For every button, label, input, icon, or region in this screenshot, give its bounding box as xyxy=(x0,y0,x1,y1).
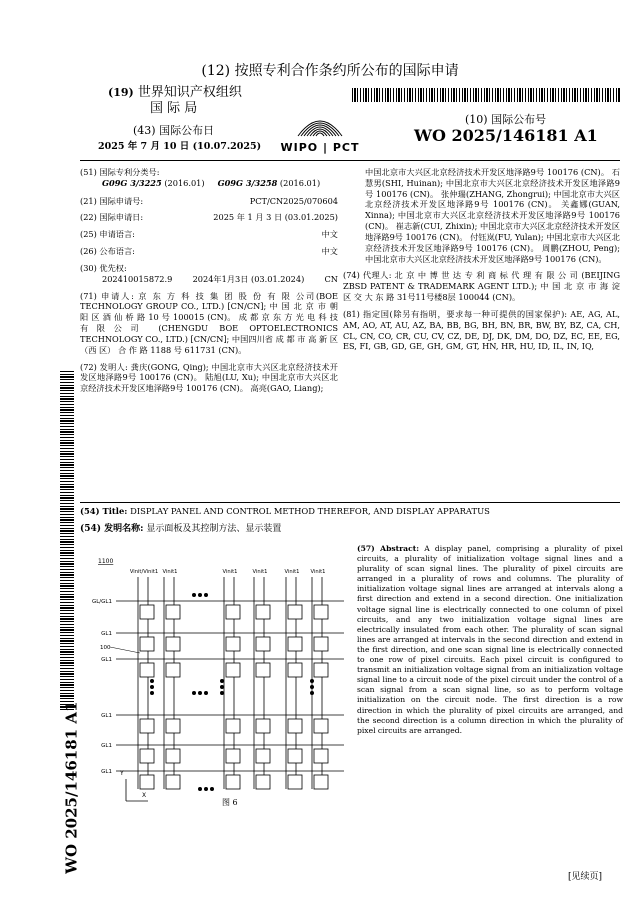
pub-no-label: (10) 国际公布号 xyxy=(465,113,547,126)
pixel-ref: 100 xyxy=(100,645,111,651)
pixel-circuit xyxy=(288,719,302,733)
title-zh-text: 显示面板及其控制方法、显示装置 xyxy=(146,524,282,534)
pixel-circuit xyxy=(166,719,180,733)
title-en xyxy=(80,506,490,517)
biblio-rule xyxy=(80,502,620,503)
pixel-circuit xyxy=(226,749,240,763)
pixel-circuit xyxy=(256,637,270,651)
row-label: GL/GL1 xyxy=(91,599,112,605)
pixel-circuit xyxy=(166,637,180,651)
f51-code-b: G09G 3/3258 xyxy=(217,177,278,188)
org-block xyxy=(108,85,242,102)
top-barcode xyxy=(352,88,620,102)
f74-agent: (74) 代理人: 北 京 中 博 世 达 专 利 商 标 代 理 有 限 公 司 (BEIJING ZBSD PATENT & TRADEMARK AGENT LTD.); 中 国 北 京 市 海 淀 区 交 大 东 路 31号11号楼8层 100044 (CN)。 xyxy=(343,270,620,303)
pixel-circuit xyxy=(256,719,270,733)
f30-label: (30) 优先权: xyxy=(80,262,127,273)
pixel-circuit xyxy=(314,663,328,677)
ellipsis-dot xyxy=(204,593,208,597)
bureau: 国 际 局 xyxy=(150,101,198,116)
row-label: GL1 xyxy=(101,769,112,775)
column-label: Vinit1 xyxy=(162,569,178,575)
pixel-circuit xyxy=(314,637,328,651)
org-name: 世界知识产权组织 xyxy=(137,85,242,100)
f26-label: (26) 公布语言: xyxy=(80,246,135,257)
pixel-circuit xyxy=(166,605,180,619)
pub-date: 2025 年 7 月 10 日 (10.07.2025) xyxy=(98,141,262,152)
f21-label: (21) 国际申请号: xyxy=(80,195,144,206)
left-column xyxy=(80,167,338,394)
ellipsis-dot xyxy=(310,685,314,689)
row-label: GL1 xyxy=(101,657,112,663)
title-en-label: (54) Title: xyxy=(80,506,128,516)
row-label: GL1 xyxy=(101,713,112,719)
ellipsis-dot xyxy=(150,685,154,689)
ellipsis-dot xyxy=(192,691,196,695)
abstract-label: (57) Abstract: xyxy=(357,544,420,553)
ellipsis-dot xyxy=(310,679,314,683)
column-label: Vinit1 xyxy=(222,569,238,575)
pixel-circuit xyxy=(166,663,180,677)
ellipsis-dot xyxy=(150,679,154,683)
figure-ref: 1100 xyxy=(98,558,114,565)
f72-continued: 中国北京市大兴区北京经济技术开发区地泽路9号 100176 (CN)。 石慧男(SHI, Huinan); 中国北京市大兴区北京经济技术开发区地泽路9号 100176 (CN)。 张仲瑞(ZHANG, Zhongrui); 中国北京市大兴区北京经济技术开发区地泽路9号 100176 (CN)。 关鑫娜(GUAN, Xinna); 中国北京市大兴区北京经济技术开发区地泽路9号 100176 (CN)。 崔志新(CUI, Zhixin); 中国北京市大兴区北京经济技术开发区地泽路9号 100176 (CN)。 付钰岚(FU, Yulan); 中国北京市大兴区北京经济技术开发区地泽路9号 100176 (CN)。 周鹏(ZHOU, Peng); 中国北京市大兴区北京经济技术开发区地泽路9号 100176 (CN)。 xyxy=(365,167,620,264)
pixel-circuit xyxy=(314,749,328,763)
x-axis-label: X xyxy=(142,792,147,799)
ellipsis-dot xyxy=(204,691,208,695)
f30-country: CN xyxy=(324,273,338,284)
figure-caption: 图 6 xyxy=(222,798,238,807)
ellipsis-dot xyxy=(220,679,224,683)
title-en-text: DISPLAY PANEL AND CONTROL METHOD THEREFOR, AND DISPLAY APPARATUS xyxy=(130,506,490,516)
ellipsis-dot xyxy=(210,787,214,791)
title-zh xyxy=(80,524,281,536)
f30-number: 202410015872.9 xyxy=(102,273,173,284)
pixel-circuit xyxy=(226,637,240,651)
f72-inventors: (72) 发明人: 龚庆(GONG, Qing); 中国北京市大兴区北京经济技术开发区地泽路9号 100176 (CN)。 陆旭(LU, Xu); 中国北京市大兴区北京经济技术开发区地泽路9号 100176 (CN)。 高亮(GAO, Liang); xyxy=(80,361,338,394)
wipo-logo xyxy=(268,102,372,154)
pixel-circuit xyxy=(288,605,302,619)
figure-6 xyxy=(82,553,350,807)
ellipsis-dot xyxy=(220,691,224,695)
document-title: (12) 按照专利合作条约所公布的国际申请 xyxy=(201,63,459,79)
f26-value: 中文 xyxy=(321,246,338,257)
pixel-circuit xyxy=(226,719,240,733)
f51-label: (51) 国际专利分类号: xyxy=(80,167,160,177)
f22-value: 2025 年 1 月 3 日 (03.01.2025) xyxy=(213,212,338,223)
pixel-circuit xyxy=(226,663,240,677)
pixel-circuit xyxy=(140,719,154,733)
header-rule xyxy=(80,160,620,161)
f25-label: (25) 申请语言: xyxy=(80,229,135,240)
row-label: GL1 xyxy=(101,631,112,637)
ellipsis-dot xyxy=(310,691,314,695)
pixel-circuit xyxy=(226,775,240,789)
pixel-circuit xyxy=(166,749,180,763)
abstract xyxy=(357,544,623,736)
f21-value: PCT/CN2025/070604 xyxy=(249,195,338,206)
ellipsis-dot xyxy=(198,787,202,791)
pixel-circuit xyxy=(288,775,302,789)
pixel-circuit xyxy=(314,775,328,789)
f81-designated-states: (81) 指定国(除另有指明，要求每一种可提供的国家保护): AE, AG, AL, AM, AO, AT, AU, AZ, BA, BB, BG, BH, BN, BR, BW, BY, BZ, CA, CH, CL, CN, CO, CR, CU, CV, CZ, DE, DJ, DK, DM, DO, DZ, EC, EE, EG, ES, FI, GB, GD, GE, GH, GM, GT, HN, HR, HU, ID, IL, IN, IQ, xyxy=(343,308,620,352)
f51-date-a: (2016.01) xyxy=(164,177,205,188)
pixel-circuit xyxy=(226,605,240,619)
pixel-circuit xyxy=(288,749,302,763)
side-pub-number: WO 2025/146181 A1 xyxy=(62,701,81,874)
right-column xyxy=(343,167,620,352)
wipo-text: WIPO | PCT xyxy=(280,141,360,154)
ellipsis-dot xyxy=(204,787,208,791)
pixel-circuit xyxy=(140,749,154,763)
pixel-circuit xyxy=(140,775,154,789)
ellipsis-dot xyxy=(220,685,224,689)
abstract-text: A display panel, comprising a plurality of pixel circuits, a plurality of initialization voltage signal lines and a plurality of scan signal lines. The plurality of pixel circuits are arranged in a plurality of rows and columns. The plurality of initialization voltage signal lines are arranged at intervals along a first direction and extend in a second direction. One initialization voltage signal line is electrically connected to one column of pixel circuits, and any two initialization voltage signal lines are electrically insulated from each other. The plurality of scan signal lines are arranged at intervals in the second direction and extend in the first direction, and one scan signal line is electrically connected to one row of pixel circuits. Each pixel circuit is configured to transmit an initialization voltage signal from an initialization voltage signal line to a circuit node of the pixel circuit under the control of a scan signal from a scan signal line, so as to perform voltage initialization on the circuit node. The first direction is a row direction in which the plurality of pixel circuits are arranged, and the second direction is a column direction in which the plurality of pixel circuits are arranged. xyxy=(357,544,623,735)
row-label: GL1 xyxy=(101,743,112,749)
f25-value: 中文 xyxy=(321,229,338,240)
pixel-circuit xyxy=(166,775,180,789)
pixel-circuit xyxy=(256,749,270,763)
f71-applicants: (71) 申请人: 京 东 方 科 技 集 团 股 份 有 限 公司(BOE TECHNOLOGY GROUP CO., LTD.) [CN/CN]; 中 国 北 京 市 朝 阳 区 酒 仙 桥 路 10 号 100015 (CN)。 成 都 京 东 方 光 电 科 技 有限公司 (CHENGDU BOE OPTOELECTRONICS TECHNOLOGY CO., LTD.) [CN/CN]; 中国四川省 成 都 市 高 新 区 （西 区） 合 作 路 1188 号 611731 (CN)。 xyxy=(80,290,338,355)
pixel-circuit xyxy=(288,637,302,651)
f22-label: (22) 国际申请日: xyxy=(80,212,144,223)
side-barcode xyxy=(60,370,74,710)
f51-code-a: G09G 3/3225 xyxy=(102,177,162,188)
pixel-circuit xyxy=(288,663,302,677)
pixel-circuit xyxy=(140,637,154,651)
column-label: Vinit1 xyxy=(310,569,326,575)
pixel-circuit xyxy=(256,663,270,677)
pub-date-label: (43) 国际公布日 xyxy=(133,124,215,137)
y-axis-label: Y xyxy=(120,770,124,777)
title-zh-label: (54) 发明名称: xyxy=(80,524,144,534)
column-label: Vinit/Vinit1 xyxy=(129,569,159,575)
ellipsis-dot xyxy=(198,691,202,695)
org-number: (19) xyxy=(108,86,134,99)
f30-date: 2024年1月3日 (03.01.2024) xyxy=(192,273,305,284)
pixel-ref-leader xyxy=(110,647,140,653)
column-label: Vinit1 xyxy=(284,569,300,575)
continued-note: [见续页] xyxy=(568,872,603,882)
ellipsis-dot xyxy=(198,593,202,597)
f51-date-b: (2016.01) xyxy=(279,177,321,188)
column-label: Vinit1 xyxy=(252,569,268,575)
pixel-circuit xyxy=(314,719,328,733)
pub-number: WO 2025/146181 A1 xyxy=(414,126,598,145)
pixel-circuit xyxy=(140,605,154,619)
ellipsis-dot xyxy=(192,593,196,597)
pixel-circuit xyxy=(140,663,154,677)
pixel-circuit xyxy=(314,605,328,619)
ellipsis-dot xyxy=(150,691,154,695)
pixel-circuit xyxy=(256,605,270,619)
pixel-circuit xyxy=(256,775,270,789)
